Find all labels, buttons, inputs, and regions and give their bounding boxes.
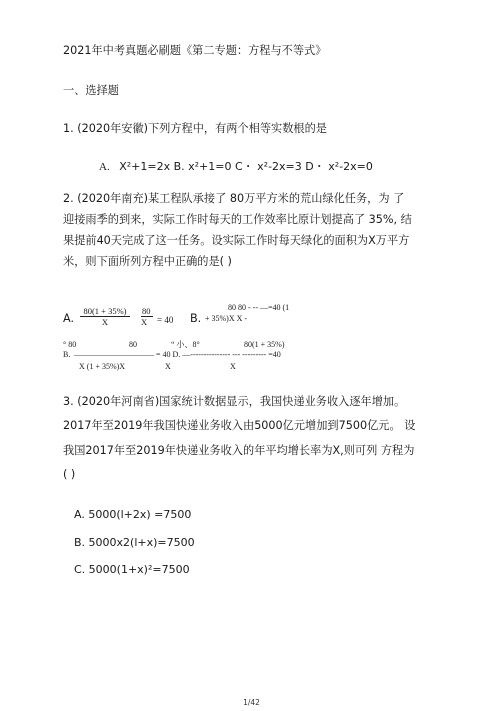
question-2-option-d-denominator-2: X xyxy=(230,362,236,371)
question-2-line-1: 2. (2020年南充)某工程队承接了 80万平方米的荒山绿化任务，为 了 xyxy=(63,192,405,205)
question-2-option-b-bottom: + 35%)X X - xyxy=(205,314,248,323)
question-1-stem: 1. (2020年安徽)下列方程中，有两个相等实数根的是 xyxy=(63,122,327,135)
question-2-option-a-label: A. xyxy=(63,312,75,325)
question-2-option-cd-line: —————————— = 40 D. —--------------- --- --------- =40 xyxy=(74,350,281,359)
question-2-row3-fragment-b: 80 xyxy=(129,340,137,349)
question-2-option-c-denominator: X (1 + 35%)X xyxy=(79,362,126,371)
question-2-option-b-label: B. xyxy=(190,312,202,325)
question-2-row3-fragment-d: 80(1 + 35%) xyxy=(244,340,285,349)
question-2-option-a-fraction-2 xyxy=(141,306,153,327)
fraction-numerator: 80 xyxy=(141,306,153,317)
fraction-denominator: X xyxy=(141,317,148,327)
fraction-numerator: 80(1 + 35%) xyxy=(80,306,130,317)
question-2-row3-fragment-c: “ 小、8° xyxy=(171,340,200,349)
page-number: 1/42 xyxy=(243,698,260,707)
question-2-line-2: 迎接雨季的到来，实际工作时每天的工作效率比原计划提高了 35%, 结 xyxy=(63,213,412,226)
question-2-option-d-denominator-1: X xyxy=(165,362,171,371)
question-1-option-a-label: A. xyxy=(99,161,110,173)
fraction-denominator: X xyxy=(101,317,109,327)
question-1-options xyxy=(99,160,373,174)
question-3-line-3: 我国2017年至2019年快递业务收入的年平均增长率为X,则可列 方程为 xyxy=(63,444,415,457)
question-3-option-c: C. 5000(1+x)²=7500 xyxy=(74,563,190,576)
question-3-line-2: 2017年至2019年我国快递业务收入由5000亿元增加到7500亿元。 设 xyxy=(63,419,416,432)
question-2-option-b-top: 80 80 - -- —=40 (1 xyxy=(228,303,290,312)
question-3-line-1: 3. (2020年河南省)国家统计数据显示，我国快递业务收入逐年增加。 xyxy=(63,395,406,408)
question-2-row3-fragment-a: ° 80 xyxy=(63,340,77,349)
question-1-option-text: X²+1=2x B. x²+1=0 C・ x²-2x=3 D・ x²-2x=0 xyxy=(119,160,373,173)
question-2-line-3: 果提前40天完成了这一任务。设实际工作时每天绿化的面积为X万平方 xyxy=(63,234,410,247)
question-2-line-4: 米，则下面所列方程中正确的是( ) xyxy=(63,255,232,268)
question-3-line-4: ( ) xyxy=(63,468,76,481)
question-2-option-a-fraction-1 xyxy=(80,306,130,327)
question-3-option-a: A. 5000(l+2x) =7500 xyxy=(74,508,192,521)
question-2-option-c-label: B. xyxy=(63,350,71,359)
section-heading: 一、选择题 xyxy=(63,84,119,97)
document-title: 2021年中考真题必刷题《第二专题：方程与不等式》 xyxy=(63,44,327,57)
question-2-option-a-rhs: = 40 xyxy=(157,315,174,325)
question-3-option-b: B. 5000x2(l+x)=7500 xyxy=(74,536,195,549)
